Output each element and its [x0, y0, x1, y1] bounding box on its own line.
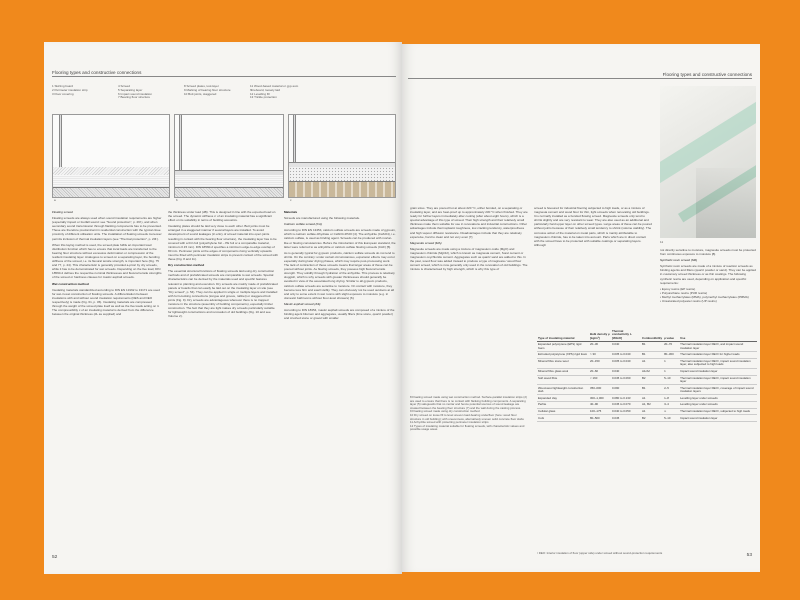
table-cell: B1 — [641, 352, 663, 359]
table-cell: Expanded clay — [537, 395, 589, 402]
table-cell: Thermal insulation layer DEO¹, impact sound insulation layer, also subjected to high loads — [679, 358, 757, 368]
table-cell: 1 — [663, 368, 679, 375]
legend-col-3: 8 Screed plates, tool-layer 9 Marking of bearing floor structure 10 Butt joints, staggered — [184, 84, 231, 96]
table-cell: A1 — [641, 395, 663, 402]
legend-col-4: 11 Wood-based material or gyp-sum fibreboard, loosely laid 12 Levelling fill 13 Trickle protection — [250, 84, 299, 100]
table-cell: Cellular glass — [537, 408, 589, 415]
left-page — [44, 42, 402, 574]
table-cell: ∞ — [663, 408, 679, 415]
table-cell: 20–70 — [663, 342, 679, 352]
table-cell: Extruded polystyrene (XPS) rigid foam — [538, 352, 588, 357]
table-cell: B2 — [641, 375, 663, 385]
table-cell: 0.040 — [611, 368, 641, 375]
table-cell: Perlite — [537, 402, 589, 409]
table-cell: Thermal insulation layer DEO¹ for higher loads — [679, 352, 757, 359]
table-cell: Cork — [537, 415, 589, 422]
table-cell: Mineral fibre stone wool — [537, 358, 589, 368]
table-cell: Thermal insulation layer DEO¹, subjected to high loads — [679, 408, 757, 415]
page-number-left: 52 — [52, 555, 58, 560]
figure-captions: 8 Floating screed made using wet construction method. Surface-parallel insulation strips (2) are used to ensure that there is no contact with flanking building components. A separating layer (5) safeguards that no mortar and hence potential sources of sound leakage are created between the bearing floor structure (7) and the wall during the casting process. 9 Floating screed made using dry construction method 10 Dry screed on loose fill to level uneven load-bearing underfloor (here: wood floor structure in old building); with unevenness, alternatively uneven solid concrete floor slabs 11 Anhydrite screed with protecting perimeter insulation strips 12 Types of insulating material suitable for floating screeds, with characteristic values and possible usage areas — [410, 395, 527, 432]
table-cell: A1/A2 — [641, 368, 663, 375]
section-drawing-wet-screed — [52, 114, 170, 202]
text-column-1: Floating screed Floating screeds are always used when sound insulation requirements are higher (especially impact or footfall sound: see "Sound protection", p. 29f.), and when secondary sound transmission through flanking components has to be prevented. These are therefore predominant in residential construction with the typical close proximity of different utilisation units. The installation of floating screeds moreover permits inclusion of thermal insulation layers (see "Thermal protection", p. 20f.). When this laying method is used, the screed plate fulfils an important load distribution function which has to ensure that local loads are transferred to the bearing floor structure without excessive deformation or compression of the resilient insulating layer. Analogous to screed on a separating layer, the bending stiffness of the screed, i.e. its flexural tensile strength, is important here (Fig. 75 and 77, p. 44). This characteristic is generally provided a-priori by dry screeds, while it has to be demonstrated for wet screeds. Depending on the live load, DIN 18560-2 defines the respective nominal thicknesses and flexural tensile strengths of the screed or hardness classes for mastic asphalt screeds. Wet construction method Insulating materials standardized according to DIN EN 13162 to 13171 are used for wet-in-wet construction of floating screeds. A differentiation between insulations with and without sound insulation requirements (DES and DEO respectively) is made (Fig. 61, p. 36). Insulating materials are compressed through the weight of the screed plate itself as well as the live loads acting on it. The compressibility c of an insulating material is derived from the difference between the original thickness (dL as supplied) and — [52, 210, 162, 317]
table-cell: Levelling layer under screeds — [679, 395, 757, 402]
table-row — [537, 395, 757, 402]
table-cell: 300–1,000 — [589, 395, 611, 402]
table-cell: 20–150 — [589, 358, 611, 368]
text-column-5: screed is favoured for industrial flooring subjected to high loads, or as a mixture of magnesia cement and wood flour for thin, light screeds when renovating old buildings. It is normally installed as a bonded flowing screed. Magnesite screeds only tend to shrink slightly and are very resistant to wear. They are also used as an additional and particularly hard upper layer on other screed types. Large areas of these can be poured without joints because of their relatively small tendency to shrink (volume stability). The corrosive action of the material on metal parts, which is mainly attributable to magnesium chloride, has to be taken into account. Parts which are in direct contact with the screed have to be protected with suitable coatings or separating layers. Although — [534, 206, 652, 247]
photo-label: 11 — [660, 240, 664, 244]
table-cell: 350–600 — [589, 385, 611, 395]
table-row — [537, 402, 757, 409]
drawing-label: a — [54, 198, 56, 202]
text-column-2: the thickness under load (dB). This is designed in line with the expected load on the screed. The dynamic stiffness s' of an insulating material has a significant effect on its suitability in terms of building acoustics. Insulating plates should be laid very close to each other. Butt joints must be arranged in a staggered manner if several layers are installed. To avoid development of sound leakages (in entry of screed material into open joints resulting in contact with the bearing floor structure), the insulating layer has to be covered with a thin foil (polyethylene foil – PE foil or a comparable material, minimum 0.15 mm). DIN 18560-2 specifies a minimum edge-to-edge overlap of 80 mm. Perimeter joints at the edges of components rising vertically upwards must be fitted with perimeter insulation strips to prevent contact of the screed with these (Fig. 8 and 11). Dry construction method The essential structural functions of floating screeds laid using dry construction methods and of prefabricated screeds are comparable to wet screeds. Special characteristics can be derived by the materials used and specific features relevant to planning and execution. Dry screeds are mainly made of prefabricated panels or boards that can easily be laid out on the insulating layer on site (see "Dry screed", p. 54). They can be applied in single or multiple layers and installed with form-locking connections (tongue and groove, rabbet) or staggered butt joints (Fig. 9). Dry screeds are advantageous wherever there is no trapped moisture in the structure (assembly of building components), especially timber construction. The fact that they are light makes dry screeds particularly suitable for lightweight constructions and renovation of old buildings (Fig. 10 and see Volume 2). — [168, 210, 278, 319]
table-cell: 1 — [663, 358, 679, 368]
table-row — [537, 415, 757, 422]
table-cell: 0.045 — [611, 415, 641, 422]
table-cell: 80–300 — [663, 352, 679, 359]
table-cell: B2 — [641, 415, 663, 422]
table-cell: 3–4 — [663, 402, 679, 409]
header-rule — [408, 78, 752, 79]
running-head-right: Flooring types and constructive connections — [662, 72, 752, 77]
table-cell: Mineral fibre glass wool — [537, 368, 589, 375]
table-cell: 20–30 — [589, 342, 611, 352]
text-column-6: not directly sensitive to moisture, magnesite screeds must be protected from continuous exposure to moisture [8]. Synthetic resin screed (SR) Synthetic resin screeds are made of a mixture of reaction screeds as binding agents and fillers (quartz powder or sand). They can be applied in customary screed thickness or as thin coatings. The following synthetic resins are used, depending on application and specific requirements: • Epoxy resins (EP resins) • Polyurethane resins (PUR resins) • Methyl methacrylates (MMA), polymethyl methacrylates (PMMA) • Unsaturated polyester resins (UP resins) — [660, 248, 756, 304]
table-cell: 0.040 to 0.050 — [611, 408, 641, 415]
table-cell: > 30 — [589, 352, 611, 359]
table-cell: 0.035 to 0.040 — [611, 358, 641, 368]
table-cell: 5–10 — [663, 415, 679, 422]
page-number-right: 53 — [746, 553, 752, 558]
table-cell: A1 — [641, 408, 663, 415]
text-column-4: grain sizes. They are poured hot at about 220 °C, either bonded, on a separating or insulating layer, and are heat-proof up to approximately 230 °C when finished. They are ready for further layers immediately after cooling (after about eight hours), which is a special advantage of this type of screed. Their high strength and their relatively small thickness make them suitable for use in renovations and industrial constructions. Other advantages include thermoplastic toughness, low cracking tendency, waterproofness and high vapour diffusion resistance. Disadvantages include that they are relatively expensive, hard to clean and not very even [7]. Magnesite screed (MA) Magnesite screeds are made using a mixture of magnesium oxide (MgO) and magnesium chloride (MgCl2), which is known as magnesia cement, Sorel cement or magnesium oxychloride cement. Aggregates such as quartz sand are added to this. In the past, wood flour was added instead to produce a type of magnesia / wood flour cement screed, which is now generally only used in the renovation of old buildings. The mixture is characterised by high strength, which is why this type of — [410, 206, 528, 272]
table-header-row: Type of insulating material Bulk density ρ [kg/m³] Thermal conductivity λ [W/mK] Combustibility µ value Use — [537, 329, 757, 342]
table-row — [537, 342, 757, 352]
drawing-label: b — [176, 198, 178, 202]
table-cell: Wood-wool lightweight construction slab — [537, 385, 589, 395]
legend-col-2: 4 Screed 5 Separating layer 6 Impact sound insulation 7 Bearing floor structure — [118, 84, 153, 100]
table-cell: A1, B2 — [641, 402, 663, 409]
section-drawing-loose-fill — [288, 114, 396, 202]
table-cell: B1 — [641, 385, 663, 395]
table-cell: 0.045 to 0.060 — [611, 375, 641, 385]
table-cell: 80–500 — [589, 415, 611, 422]
table-row — [537, 408, 757, 415]
table-footnote: ¹ DEO: Interior insulation of floor (upper side) under screed without sound-protection requirements — [537, 551, 663, 555]
table-body — [537, 342, 757, 422]
table-cell: Impact sound insulation layer — [679, 368, 757, 375]
table-cell: A1 — [641, 358, 663, 368]
table-cell: Impact sound insulation layer — [679, 415, 757, 422]
table-cell: Soft wood fibre — [537, 375, 589, 385]
table-row — [537, 352, 757, 359]
table-cell: Levelling layer under screeds — [679, 402, 757, 409]
drawing-label: c — [290, 198, 292, 202]
right-page — [402, 44, 760, 572]
legend-col-1: 1 Skirting board 2 Perimeter insulation strip 3 Floor covering — [52, 84, 88, 96]
table-cell: 0.040 — [611, 342, 641, 352]
table-row — [537, 375, 757, 385]
photo-screed-insulation-strip — [660, 86, 756, 238]
figure-legend — [52, 85, 312, 100]
table-row — [537, 358, 757, 368]
text-column-3: Materials Screeds are manufactured using the following materials. Calcium sulfate screed (CA) According to DIN EN 13454, calcium sulfate screeds are screeds made of gypsum, which is calcium sulfate dihydrate or CaSO4.2H2O [4]. The anhydrite (CaSO4), i.e. calcium sulfate, is used as binding agent. Screeds can be produced with mortar-like or flowing consistencies. Before the introduction of this European standard, the latter were referred to as anhydrite or calcium sulfate flowing screeds (CAF) [5]. As is generally typical for gypsum products, calcium sulfate screeds do not tend to shrink. On the contrary: under certain circumstances, expansion effects may occur especially during later drying phases, which may require post-processing work. The lack of contraction of these screeds means that larger areas of these can be poured without joints. As flowing screeds, they possess high flexural tensile strength. They solidify through hydration of the anhydrite. This process is relatively sluggish, which is why screeds with greater thicknesses should generally be avoided in view of the associated long drying. Similar to all gypsum products, calcium sulfate screeds are sensitive to moisture. On contact with moisture, they become less firm and swell visibly. They can obviously not be used outdoors at all and only to some extent in wet rooms with slight exposure to moisture (e.g. in domestic bathrooms without floor-level showers) [6]. Mastic asphalt screed (AS) According to DIN 18354, mastic asphalt screeds are composed of a mixture of the binding agent bitumen and aggregates, usually fillers (lime stone, quartz powder) and crushed stone or gravel with smaller — [284, 210, 396, 321]
table-cell: 5–10 — [663, 375, 679, 385]
table-cell: 0.080 to 0.133 — [611, 395, 641, 402]
table-cell: B1 — [641, 342, 663, 352]
table-cell: Expanded polystyrene (EPS) rigid foam — [537, 342, 589, 352]
table-cell: Thermal insulation layer DEO¹, impact sound insulation layer — [679, 375, 757, 385]
running-head-left: Flooring types and constructive connections — [52, 70, 142, 75]
table-cell: 1–8 — [663, 395, 679, 402]
table-row — [537, 368, 757, 375]
table-cell: 0.035 to 0.040 — [611, 352, 641, 359]
table-cell: 0.090 — [611, 385, 641, 395]
table-cell: Thermal insulation layer DEO¹, and impact sound insulation layer — [679, 342, 757, 352]
table-cell: Thermal insulation layer DEO¹, coverage of impact sound insulation layers — [679, 385, 757, 395]
table-cell: 20–60 — [589, 368, 611, 375]
table-cell: 0.045 to 0.070 — [611, 402, 641, 409]
table-row — [537, 385, 757, 395]
insulation-material-table — [537, 329, 757, 422]
table-cell: 100–175 — [589, 408, 611, 415]
table-cell: 2–5 — [663, 385, 679, 395]
section-drawing-dry-screed — [174, 114, 284, 202]
table-cell: < 160 — [589, 375, 611, 385]
header-rule — [52, 76, 396, 77]
table-cell: 40–90 — [589, 402, 611, 409]
